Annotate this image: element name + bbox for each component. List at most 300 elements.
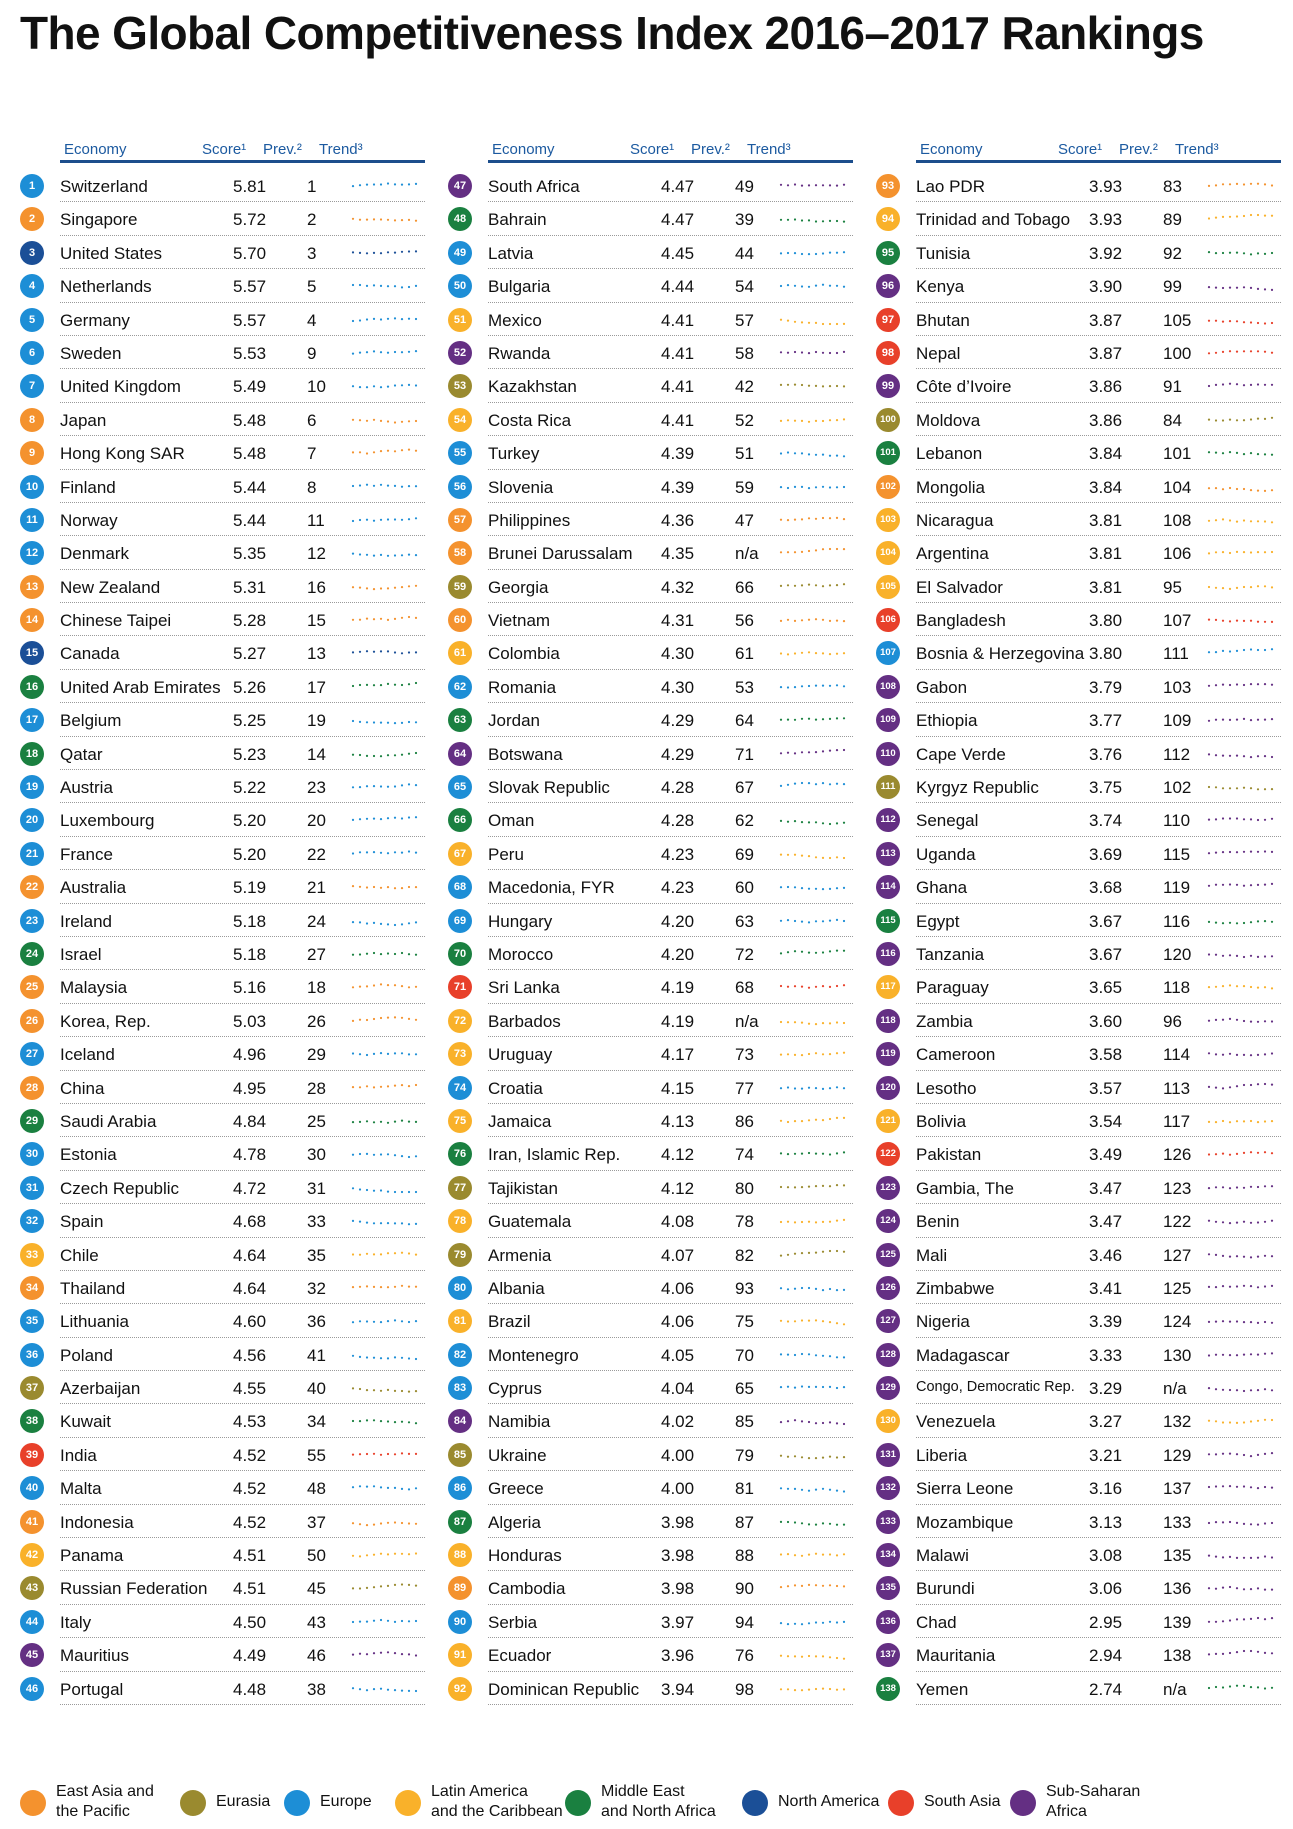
trend-point [1271, 1686, 1273, 1688]
trend-point [1236, 650, 1238, 652]
trend-point [408, 1156, 410, 1158]
rank-badge: 64 [448, 742, 472, 766]
trend-sparkline [778, 813, 848, 827]
trend-point [801, 286, 803, 288]
score-value: 4.13 [661, 1111, 695, 1131]
trend-sparkline [1206, 246, 1276, 260]
trend-point [373, 1086, 375, 1088]
trend-point [1215, 319, 1217, 321]
previous-rank: 76 [735, 1646, 754, 1666]
score-value: 4.30 [661, 644, 695, 664]
trend-point [808, 1523, 810, 1525]
economy-name: Colombia [488, 644, 560, 664]
previous-rank: 32 [307, 1278, 326, 1298]
previous-rank: 120 [1163, 944, 1192, 964]
trend-point [408, 1120, 410, 1122]
trend-point [1236, 884, 1238, 886]
trend-point [1229, 1086, 1231, 1088]
score-value: 4.15 [661, 1078, 695, 1098]
table-row [20, 1037, 425, 1070]
economy-name: New Zealand [60, 577, 161, 597]
trend-point [1208, 619, 1210, 621]
trend-point [822, 619, 824, 621]
previous-rank: 21 [307, 878, 326, 898]
trend-point [836, 684, 838, 686]
trend-point [352, 652, 354, 654]
rank-badge: 117 [876, 975, 900, 999]
trend-point [352, 1522, 354, 1524]
trend-point [408, 987, 410, 989]
trend-point [794, 1655, 796, 1657]
previous-rank: 123 [1163, 1178, 1192, 1198]
table-row [448, 202, 853, 235]
score-value: 3.80 [1089, 611, 1123, 631]
score-value: 4.39 [661, 444, 695, 464]
trend-sparkline [778, 1548, 848, 1562]
economy-name: Denmark [60, 544, 129, 564]
trend-sparkline [778, 1381, 848, 1395]
rank-badge: 46 [20, 1677, 44, 1701]
trend-point [366, 1420, 368, 1422]
trend-point [1271, 416, 1273, 418]
trend-point [808, 1554, 810, 1556]
trend-point [787, 854, 789, 856]
previous-rank: 75 [735, 1312, 754, 1332]
trend-point [1243, 1589, 1245, 1591]
rank-badge: 118 [876, 1009, 900, 1033]
trend-point [1222, 1221, 1224, 1223]
previous-rank: 85 [735, 1412, 754, 1432]
trend-point [1215, 487, 1217, 489]
trend-point [808, 286, 810, 288]
trend-point [380, 1487, 382, 1489]
trend-point [394, 1052, 396, 1054]
previous-rank: 69 [735, 844, 754, 864]
table-row [20, 603, 425, 636]
trend-point [815, 1153, 817, 1155]
trend-point [415, 317, 417, 319]
trend-point [1222, 1018, 1224, 1020]
economy-name: Tajikistan [488, 1178, 558, 1198]
trend-point [352, 885, 354, 887]
trend-point [1257, 683, 1259, 685]
trend-point [829, 1553, 831, 1555]
table-row [876, 1338, 1281, 1371]
trend-point [829, 548, 831, 550]
trend-point [794, 419, 796, 421]
trend-point [808, 888, 810, 890]
previous-rank: 114 [1163, 1045, 1191, 1065]
trend-point [794, 653, 796, 655]
trend-point [1250, 620, 1252, 622]
trend-point [1215, 551, 1217, 553]
trend-point [1257, 1222, 1259, 1224]
trend-point [1264, 621, 1266, 623]
trend-point [394, 1421, 396, 1423]
economy-name: Australia [60, 878, 127, 898]
trend-point [1236, 620, 1238, 622]
table-row [876, 904, 1281, 937]
trend-point [1208, 1052, 1210, 1054]
trend-point [822, 1289, 824, 1291]
trend-point [1236, 683, 1238, 685]
trend-point [373, 886, 375, 888]
rank-badge: 17 [20, 708, 44, 732]
trend-point [394, 586, 396, 588]
score-value: 3.06 [1089, 1579, 1123, 1599]
score-value: 5.44 [233, 477, 267, 497]
score-value: 3.21 [1089, 1445, 1123, 1465]
score-value: 5.28 [233, 611, 267, 631]
economy-name: Spain [60, 1212, 104, 1232]
trend-point [794, 320, 796, 322]
trend-point [1215, 1620, 1217, 1622]
trend-point [808, 1053, 810, 1055]
legend-label: Middle East [601, 1783, 685, 1800]
trend-point [373, 588, 375, 590]
trend-point [801, 551, 803, 553]
trend-point [787, 1688, 789, 1690]
trend-point [373, 1321, 375, 1323]
previous-rank: 72 [735, 944, 754, 964]
trend-point [366, 1653, 368, 1655]
trend-point [780, 584, 782, 586]
table-row [448, 1171, 853, 1204]
trend-point [373, 1286, 375, 1288]
table-row [876, 169, 1281, 202]
trend-point [822, 1522, 824, 1524]
trend-sparkline [1206, 212, 1276, 226]
previous-rank: 29 [307, 1045, 326, 1065]
trend-point [408, 922, 410, 924]
trend-point [394, 785, 396, 787]
table-row [20, 770, 425, 803]
trend-point [1257, 384, 1259, 386]
previous-rank: 86 [735, 1111, 754, 1131]
trend-point [815, 321, 817, 323]
trend-point [352, 753, 354, 755]
trend-sparkline [778, 847, 848, 861]
trend-point [415, 517, 417, 519]
trend-point [1229, 587, 1231, 589]
score-value: 3.67 [1089, 911, 1123, 931]
trend-point [808, 420, 810, 422]
trend-point [359, 1555, 361, 1557]
trend-point [787, 919, 789, 921]
rank-badge: 115 [876, 909, 900, 933]
trend-point [408, 1620, 410, 1622]
economy-name: Nicaragua [916, 510, 994, 530]
trend-point [780, 1054, 782, 1056]
economy-name: Nepal [916, 343, 961, 363]
trend-point [1229, 1619, 1231, 1621]
trend-sparkline [350, 847, 420, 861]
trend-point [373, 818, 375, 820]
previous-rank: 33 [307, 1212, 326, 1232]
trend-point [808, 1185, 810, 1187]
trend-point [787, 1353, 789, 1355]
trend-point [1222, 1587, 1224, 1589]
trend-point [829, 919, 831, 921]
trend-sparkline [778, 546, 848, 560]
trend-point [808, 921, 810, 923]
trend-point [415, 1487, 417, 1489]
score-value: 3.96 [661, 1646, 695, 1666]
rank-badge: 137 [876, 1643, 900, 1667]
trend-point [352, 685, 354, 687]
trend-point [415, 385, 417, 387]
trend-point [836, 1117, 838, 1119]
trend-point [801, 1353, 803, 1355]
trend-point [801, 619, 803, 621]
score-value: 4.41 [661, 410, 695, 430]
trend-point [1243, 1618, 1245, 1620]
legend-label-line2: and the Caribbean [431, 1803, 563, 1820]
trend-point [366, 419, 368, 421]
trend-point [387, 352, 389, 354]
trend-point [1257, 1353, 1259, 1355]
trend-sparkline [778, 212, 848, 226]
trend-point [401, 286, 403, 288]
score-value: 3.86 [1089, 410, 1123, 430]
trend-point [380, 587, 382, 589]
score-value: 4.52 [233, 1445, 267, 1465]
score-value: 3.92 [1089, 243, 1123, 263]
trend-point [352, 1154, 354, 1156]
trend-point [1250, 1222, 1252, 1224]
trend-point [843, 485, 845, 487]
trend-point [366, 1054, 368, 1056]
economy-name: Sierra Leone [916, 1479, 1014, 1499]
trend-point [794, 252, 796, 254]
score-value: 4.23 [661, 878, 695, 898]
trend-point [801, 321, 803, 323]
economy-name: Barbados [488, 1011, 561, 1031]
table-row [448, 536, 853, 569]
trend-point [1229, 1422, 1231, 1424]
trend-point [366, 318, 368, 320]
trend-point [366, 851, 368, 853]
trend-sparkline [778, 880, 848, 894]
economy-name: Finland [60, 477, 116, 497]
trend-point [787, 619, 789, 621]
economy-name: Mauritania [916, 1646, 996, 1666]
score-value: 2.74 [1089, 1679, 1123, 1699]
economy-name: Tunisia [916, 243, 971, 263]
trend-point [801, 1689, 803, 1691]
trend-point [1208, 1620, 1210, 1622]
table-row [876, 1137, 1281, 1170]
trend-point [359, 1620, 361, 1622]
economy-name: Brazil [488, 1312, 531, 1332]
trend-point [787, 986, 789, 988]
trend-point [1257, 1487, 1259, 1489]
previous-rank: 6 [307, 410, 317, 430]
score-value: 5.22 [233, 778, 267, 798]
trend-point [1236, 383, 1238, 385]
trend-point [794, 351, 796, 353]
score-value: 4.53 [233, 1412, 267, 1432]
trend-point [829, 1620, 831, 1622]
trend-sparkline [778, 1348, 848, 1362]
trend-point [794, 452, 796, 454]
economy-name: South Africa [488, 177, 580, 196]
trend-sparkline [350, 1214, 420, 1228]
trend-point [359, 921, 361, 923]
trend-point [843, 984, 845, 986]
trend-point [394, 1191, 396, 1193]
trend-point [829, 1321, 831, 1323]
rank-badge: 93 [876, 174, 900, 198]
trend-point [822, 1153, 824, 1155]
trend-point [1222, 650, 1224, 652]
trend-point [1236, 754, 1238, 756]
trend-point [1222, 1054, 1224, 1056]
economy-name: Malaysia [60, 978, 128, 998]
table-row [448, 369, 853, 402]
table-row [448, 870, 853, 903]
trend-point [1243, 1186, 1245, 1188]
trend-point [1250, 1618, 1252, 1620]
previous-rank: 113 [1163, 1078, 1191, 1098]
trend-point [1222, 1556, 1224, 1558]
trend-point [387, 219, 389, 221]
trend-point [1257, 350, 1259, 352]
trend-point [415, 183, 417, 185]
trend-point [794, 1153, 796, 1155]
trend-sparkline [778, 1181, 848, 1195]
row-divider [60, 1704, 425, 1705]
trend-point [822, 888, 824, 890]
rank-badge: 2 [20, 207, 44, 231]
economy-name: Portugal [60, 1679, 124, 1699]
trend-point [1236, 955, 1238, 957]
rank-badge: 44 [20, 1610, 44, 1634]
trend-point [408, 1085, 410, 1087]
economy-name: Armenia [488, 1245, 552, 1265]
trend-point [373, 1652, 375, 1654]
legend-label-line2: the Pacific [56, 1803, 130, 1820]
trend-point [787, 486, 789, 488]
trend-point [366, 1453, 368, 1455]
trend-point [1257, 183, 1259, 185]
trend-point [1271, 1053, 1273, 1055]
previous-rank: 11 [307, 510, 325, 530]
trend-point [836, 1021, 838, 1023]
trend-point [1215, 586, 1217, 588]
trend-point [359, 451, 361, 453]
trend-sparkline [350, 880, 420, 894]
trend-point [787, 1655, 789, 1657]
trend-point [1222, 955, 1224, 957]
trend-point [380, 1553, 382, 1555]
trend-point [836, 1184, 838, 1186]
previous-rank: 88 [735, 1546, 754, 1566]
trend-point [1271, 818, 1273, 820]
trend-point [387, 786, 389, 788]
trend-point [1222, 1485, 1224, 1487]
economy-name: Vietnam [488, 611, 551, 631]
trend-point [408, 1053, 410, 1055]
trend-point [815, 1585, 817, 1587]
economy-name: Uruguay [488, 1045, 553, 1065]
trend-point [1250, 552, 1252, 554]
trend-point [352, 720, 354, 722]
economy-name: United Arab Emirates [60, 677, 221, 697]
trend-point [380, 1321, 382, 1323]
trend-point [843, 887, 845, 889]
previous-rank: 96 [1163, 1011, 1182, 1031]
trend-point [1229, 651, 1231, 653]
previous-rank: 64 [735, 711, 754, 731]
score-value: 4.31 [661, 611, 695, 631]
trend-point [787, 1488, 789, 1490]
trend-point [794, 686, 796, 688]
previous-rank: 46 [307, 1646, 326, 1666]
trend-point [794, 950, 796, 952]
trend-point [780, 620, 782, 622]
rank-badge: 122 [876, 1142, 900, 1166]
trend-point [808, 517, 810, 519]
trend-point [359, 851, 361, 853]
trend-point [380, 1017, 382, 1019]
trend-point [787, 1086, 789, 1088]
trend-point [387, 1053, 389, 1055]
trend-point [1236, 1453, 1238, 1455]
table-row [20, 269, 425, 302]
trend-point [1215, 184, 1217, 186]
trend-point [352, 1187, 354, 1189]
previous-rank: 126 [1163, 1145, 1192, 1165]
score-value: 5.03 [233, 1011, 267, 1031]
trend-point [787, 886, 789, 888]
trend-point [794, 384, 796, 386]
previous-rank: 27 [307, 944, 326, 964]
trend-point [1271, 1285, 1273, 1287]
previous-rank: n/a [735, 1011, 759, 1031]
trend-point [829, 455, 831, 457]
trend-point [352, 1321, 354, 1323]
trend-point [829, 285, 831, 287]
trend-point [380, 219, 382, 221]
trend-point [401, 219, 403, 221]
trend-point [394, 183, 396, 185]
trend-point [380, 953, 382, 955]
trend-point [1271, 920, 1273, 922]
rank-badge: 110 [876, 742, 900, 766]
trend-point [1243, 755, 1245, 757]
table-row [448, 436, 853, 469]
trend-point [1229, 684, 1231, 686]
trend-point [1208, 1354, 1210, 1356]
trend-point [373, 1485, 375, 1487]
trend-point [843, 351, 845, 353]
trend-point [415, 954, 417, 956]
trend-point [794, 1252, 796, 1254]
table-row [448, 1137, 853, 1170]
score-value: 3.84 [1089, 444, 1123, 464]
trend-point [1271, 1389, 1273, 1391]
rank-badge: 18 [20, 742, 44, 766]
trend-point [1222, 419, 1224, 421]
previous-rank: 110 [1163, 811, 1191, 831]
previous-rank: 19 [307, 711, 326, 731]
table-row [20, 703, 425, 736]
trend-point [1229, 519, 1231, 521]
legend-swatch [565, 1790, 591, 1816]
rank-badge: 52 [448, 341, 472, 365]
trend-point [1250, 384, 1252, 386]
